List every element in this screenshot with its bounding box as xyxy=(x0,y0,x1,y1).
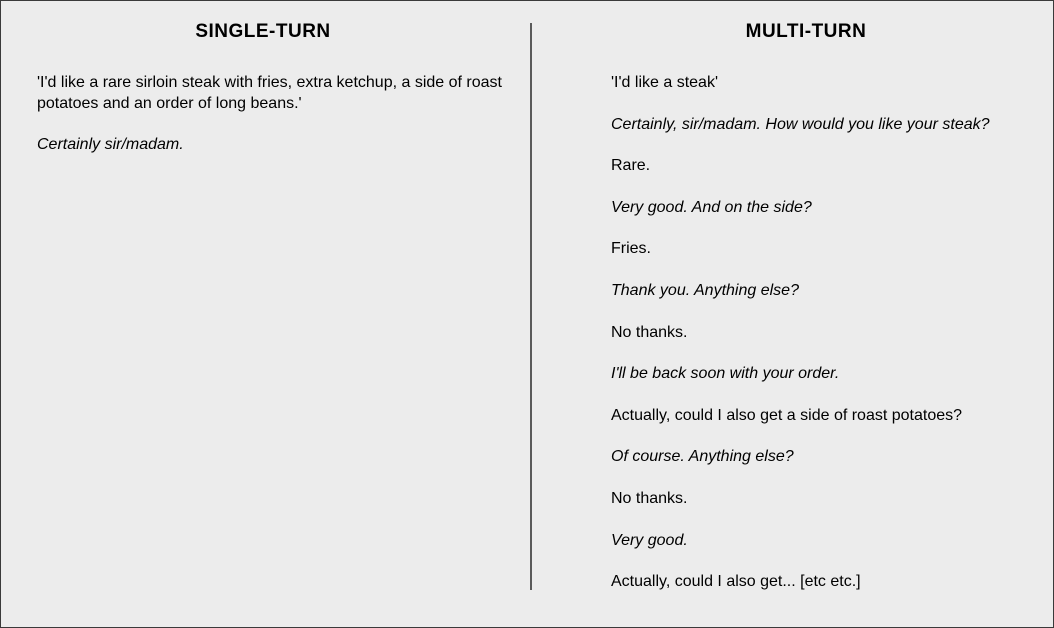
customer-line: Rare. xyxy=(611,157,651,175)
column-divider xyxy=(530,23,532,590)
customer-line: No thanks. xyxy=(611,489,688,507)
multi-turn-heading: MULTI-TURN xyxy=(745,21,867,42)
customer-line: Fries. xyxy=(611,240,651,258)
waiter-line: Very good. And on the side? xyxy=(611,198,812,216)
customer-line: Actually, could I also get... [etc etc.] xyxy=(611,573,861,591)
waiter-reply-line: Certainly sir/madam. xyxy=(37,136,184,153)
waiter-line: Of course. Anything else? xyxy=(611,448,794,466)
waiter-line: Thank you. Anything else? xyxy=(611,281,799,299)
customer-line: 'I'd like a steak' xyxy=(611,74,718,91)
single-turn-heading: SINGLE-TURN xyxy=(195,21,331,42)
waiter-line: Very good. xyxy=(611,531,688,549)
customer-line: Actually, could I also get a side of roast potatoes? xyxy=(611,406,963,424)
multi-turn-dialogue xyxy=(611,73,1051,614)
customer-order-line: 'I'd like a rare sirloin steak with fries, extra ketchup, a side of roast potatoes and an order of long beans.' xyxy=(37,74,502,112)
single-turn-dialogue xyxy=(37,72,517,175)
waiter-line: Certainly, sir/madam. How would you like your steak? xyxy=(611,115,990,133)
customer-line: No thanks. xyxy=(611,323,688,341)
waiter-line: I'll be back soon with your order. xyxy=(611,365,840,383)
